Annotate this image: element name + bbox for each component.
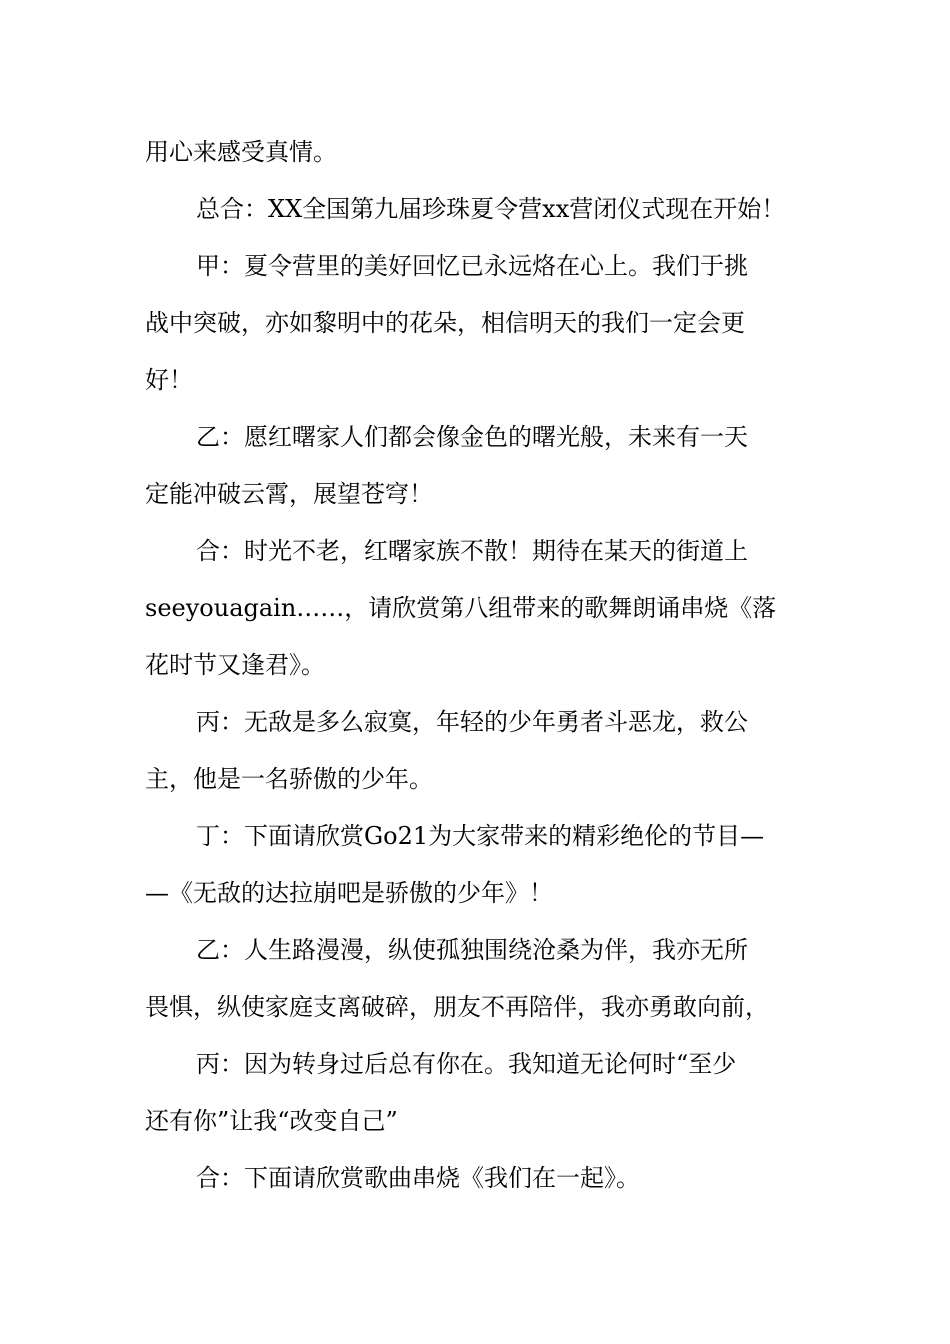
- text-line: 还有你”让我“改变自己”: [145, 1107, 398, 1135]
- text-line: 用心来感受真情。: [145, 138, 337, 166]
- text-line: 合：时光不老，红曙家族不散！期待在某天的街道上: [196, 537, 748, 565]
- text-line: 总合：XX全国第九届珍珠夏令营xx营闭仪式现在开始！: [196, 195, 786, 223]
- text-line: seeyouagain……，请欣赏第八组带来的歌舞朗诵串烧《落: [145, 594, 777, 622]
- text-line: 花时节又逢君》。: [145, 651, 325, 679]
- document-body: [145, 124, 809, 1207]
- text-line: 定能冲破云霄，展望苍穹！: [145, 480, 433, 508]
- text-line: 畏惧，纵使家庭支离破碎，朋友不再陪伴，我亦勇敢向前，: [145, 993, 769, 1021]
- text-line: 好！: [145, 366, 193, 394]
- text-line: 丙：无敌是多么寂寞，年轻的少年勇者斗恶龙，救公: [196, 708, 748, 736]
- text-line: 乙：人生路漫漫，纵使孤独围绕沧桑为伴，我亦无所: [196, 936, 748, 964]
- text-line: —《无敌的达拉崩吧是骄傲的少年》！: [145, 879, 553, 907]
- text-line: 乙：愿红曙家人们都会像金色的曙光般，未来有一天: [196, 423, 748, 451]
- text-line: 主，他是一名骄傲的少年。: [145, 765, 433, 793]
- text-line: 合：下面请欣赏歌曲串烧《我们在一起》。: [196, 1164, 640, 1192]
- text-line: 甲：夏令营里的美好回忆已永远烙在心上。我们于挑: [196, 252, 748, 280]
- text-line: 丁：下面请欣赏Go21为大家带来的精彩绝伦的节目—: [196, 822, 765, 850]
- text-line: 丙：因为转身过后总有你在。我知道无论何时“至少: [196, 1050, 737, 1078]
- text-line: 战中突破，亦如黎明中的花朵，相信明天的我们一定会更: [145, 309, 745, 337]
